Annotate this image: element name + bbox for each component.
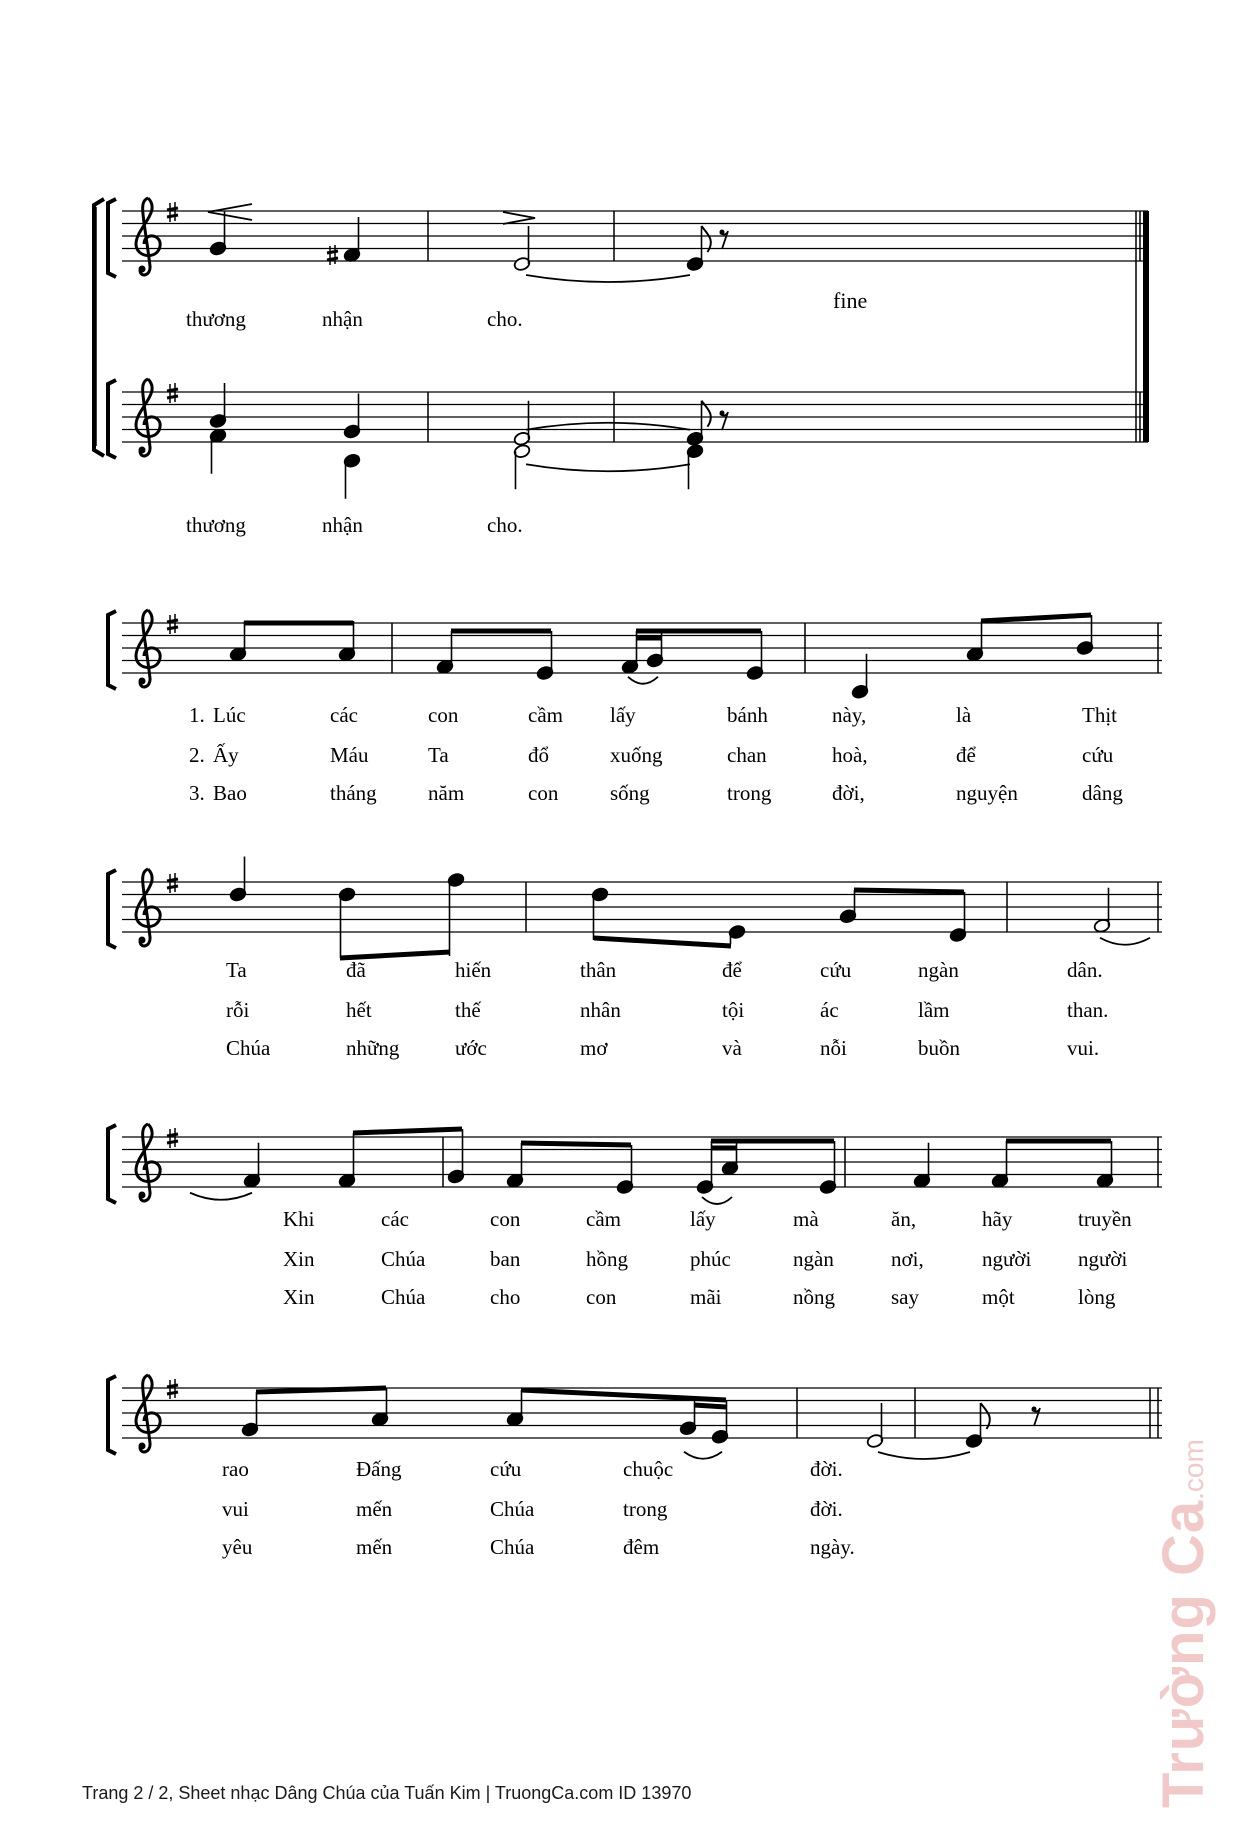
lyric-verse3-line1-2: các bbox=[381, 1207, 409, 1231]
site-watermark bbox=[1150, 1439, 1217, 1808]
tie-slur bbox=[628, 677, 658, 684]
lyric-verse1-line3-3: năm bbox=[428, 781, 465, 805]
lyric-verse2-line2-3: thế bbox=[455, 998, 481, 1022]
system-bracket bbox=[108, 1125, 116, 1203]
page-footer: Trang 2 / 2, Sheet nhạc Dâng Chúa của Tuấn Kim | TruongCa.com ID 13970 bbox=[82, 1783, 692, 1803]
lyric-verse3-line2-6: ngàn bbox=[793, 1247, 834, 1271]
lyric-verse1-line2-4: đổ bbox=[528, 743, 549, 767]
note bbox=[343, 453, 361, 499]
note bbox=[338, 621, 356, 662]
lyric-verse1-line2-3: Ta bbox=[428, 743, 449, 767]
lyric-verse3-line1-7: ăn, bbox=[891, 1207, 917, 1231]
lyric-verse2-line2-4: nhân bbox=[580, 998, 621, 1022]
tie-slur bbox=[878, 1452, 970, 1459]
lyric-verse2-line1-7: ngàn bbox=[918, 958, 959, 982]
lyric-verse3-line1-6: mà bbox=[793, 1207, 819, 1231]
note-beam bbox=[981, 615, 1091, 621]
staff bbox=[108, 869, 1162, 948]
lyric-verse2-line1-1: Ta bbox=[226, 958, 247, 982]
lyric-verse1-line1-9: Thịt bbox=[1082, 703, 1117, 727]
verse-block-4-words bbox=[222, 1457, 855, 1559]
note bbox=[209, 211, 227, 257]
lyric-s1-top-1: thương bbox=[186, 307, 246, 331]
note bbox=[728, 924, 746, 944]
verse-block-1 bbox=[189, 703, 205, 805]
lyric-verse1-line1-3: con bbox=[428, 703, 459, 727]
lyric-verse2-line1-5: để bbox=[722, 958, 742, 982]
lyric-verse2-line3-5: và bbox=[722, 1036, 742, 1060]
sharp-key-icon bbox=[167, 1128, 178, 1148]
note bbox=[343, 394, 361, 440]
note bbox=[229, 857, 247, 903]
lyric-verse3-line2-7: nơi, bbox=[891, 1247, 924, 1271]
lyric-verse1-line2-1: Ấy bbox=[213, 743, 239, 767]
lyric-verse1-line1-5: lấy bbox=[610, 703, 636, 727]
lyric-verse4-line2-5: đời. bbox=[810, 1497, 843, 1521]
note bbox=[949, 892, 967, 943]
lyric-verse3-line3-8: một bbox=[982, 1285, 1015, 1309]
note bbox=[338, 1133, 356, 1188]
lyric-verse1-line3-8: nguyện bbox=[956, 781, 1018, 805]
lyric-verse2-line2-2: hết bbox=[346, 998, 372, 1022]
lyric-verse2-line1-8: dân. bbox=[1067, 958, 1103, 982]
note-beam bbox=[854, 890, 964, 892]
lyric-verse4-line1-4: chuộc bbox=[623, 1457, 674, 1481]
system-bracket bbox=[108, 199, 116, 277]
lyric-verse1-line2-6: chan bbox=[727, 743, 767, 767]
lyric-verse4-line2-2: mến bbox=[356, 1497, 393, 1521]
lyric-verse3-line3-4: con bbox=[586, 1285, 617, 1309]
tie-slur bbox=[526, 275, 690, 282]
staff bbox=[108, 379, 1148, 458]
lyric-verse1-line1-6: bánh bbox=[727, 703, 768, 727]
watermark-suffix: .com bbox=[1178, 1439, 1209, 1500]
note-beam bbox=[521, 1143, 631, 1145]
note bbox=[229, 621, 247, 662]
verse-block-1-words bbox=[213, 703, 1123, 805]
lyric-verse3-line2-1: Xin bbox=[283, 1247, 315, 1271]
lyric-verse3-line2-9: người bbox=[1078, 1247, 1128, 1271]
sharp-key-icon bbox=[167, 873, 178, 893]
lyric-verse3-line2-4: hồng bbox=[586, 1247, 628, 1271]
verse-number-3: 3. bbox=[189, 781, 205, 805]
lyric-verse3-line3-9: lòng bbox=[1078, 1285, 1116, 1309]
fine-marking: fine bbox=[833, 288, 868, 313]
lyric-verse4-line1-5: đời. bbox=[810, 1457, 843, 1481]
lyric-verse1-line1-1: Lúc bbox=[213, 703, 246, 727]
note bbox=[447, 872, 465, 956]
lyric-verse4-line2-1: vui bbox=[222, 1497, 249, 1521]
lyric-verse2-line3-7: buồn bbox=[918, 1036, 960, 1060]
lyric-s1-bottom-1: thương bbox=[186, 513, 246, 537]
lyric-verse2-line2-8: than. bbox=[1067, 998, 1109, 1022]
lyric-verse2-line3-6: nỗi bbox=[820, 1036, 847, 1060]
lyric-verse3-line1-3: con bbox=[490, 1207, 521, 1231]
system-bracket bbox=[108, 380, 116, 458]
lyric-verse4-line3-3: Chúa bbox=[490, 1535, 535, 1559]
lyric-verse4-line3-4: đêm bbox=[623, 1535, 660, 1559]
note bbox=[966, 621, 984, 662]
lyric-verse3-line3-5: mãi bbox=[690, 1285, 722, 1309]
rest-dot bbox=[720, 230, 725, 235]
verse-number-1: 1. bbox=[189, 703, 205, 727]
tie-slur bbox=[684, 1452, 722, 1459]
sharp-key-icon bbox=[167, 202, 178, 222]
lyric-verse3-line1-9: truyền bbox=[1078, 1207, 1132, 1231]
lyric-verse3-line2-8: người bbox=[982, 1247, 1032, 1271]
lyric-verse2-line3-4: mơ bbox=[580, 1036, 608, 1060]
note bbox=[991, 1141, 1009, 1188]
lyric-verse1-line1-4: cầm bbox=[528, 703, 563, 727]
lyric-verse1-line1-8: là bbox=[956, 703, 972, 727]
lyric-verse1-line2-2: Máu bbox=[330, 743, 369, 767]
verse-block-2-words bbox=[226, 958, 1108, 1060]
note-beam bbox=[353, 1129, 462, 1133]
lyric-verse2-line2-1: rỗi bbox=[226, 998, 250, 1022]
lyric-verse4-line2-4: trong bbox=[623, 1497, 668, 1521]
grand-bracket bbox=[94, 199, 104, 456]
lyric-verse1-line3-1: Bao bbox=[213, 781, 247, 805]
lyric-verse2-line2-5: tội bbox=[722, 998, 745, 1022]
note-beam bbox=[594, 938, 731, 946]
sharp-key-icon bbox=[167, 614, 178, 634]
tie-slur bbox=[526, 423, 690, 430]
note bbox=[746, 631, 764, 681]
lyric-verse4-line1-1: rao bbox=[222, 1457, 249, 1481]
lyric-verse1-line2-9: cứu bbox=[1082, 743, 1114, 767]
note bbox=[1096, 1141, 1114, 1188]
lyric-verse2-line3-8: vui. bbox=[1067, 1036, 1100, 1060]
verse-block-3-words bbox=[283, 1207, 1132, 1309]
lyric-verse3-line3-3: cho bbox=[490, 1285, 521, 1309]
note bbox=[241, 1392, 259, 1437]
note bbox=[209, 383, 227, 429]
lyric-verse3-line1-1: Khi bbox=[283, 1207, 315, 1231]
lyric-s1-top-3: cho. bbox=[487, 307, 523, 331]
decrescendo-icon bbox=[503, 212, 535, 224]
staff bbox=[108, 1124, 1162, 1203]
note bbox=[686, 444, 704, 490]
lyric-verse3-line2-2: Chúa bbox=[381, 1247, 426, 1271]
note bbox=[209, 428, 227, 474]
lyric-s1-bottom-3: cho. bbox=[487, 513, 523, 537]
staff bbox=[108, 198, 1148, 277]
lyric-verse1-line2-7: hoà, bbox=[832, 743, 868, 767]
tie-slur bbox=[526, 464, 690, 471]
note bbox=[327, 217, 361, 265]
lyric-verse3-line3-6: nồng bbox=[793, 1285, 835, 1309]
lyric-verse3-line3-2: Chúa bbox=[381, 1285, 426, 1309]
lyric-verse1-line3-7: đời, bbox=[832, 781, 865, 805]
final-barline bbox=[1143, 211, 1149, 442]
lyric-verse1-line3-2: tháng bbox=[330, 781, 377, 805]
lyric-verse2-line2-6: ác bbox=[820, 998, 839, 1022]
tie-slur bbox=[702, 1197, 732, 1204]
lyric-verse4-line2-3: Chúa bbox=[490, 1497, 535, 1521]
lyric-s1-top-2: nhận bbox=[322, 307, 363, 331]
lyric-verse3-line1-4: cầm bbox=[586, 1207, 621, 1231]
note bbox=[513, 401, 531, 447]
lyric-s1-bottom-2: nhận bbox=[322, 513, 363, 537]
verse-number-2: 2. bbox=[189, 743, 205, 767]
note bbox=[436, 631, 454, 674]
lyric-verse2-line1-6: cứu bbox=[820, 958, 852, 982]
lyric-verse4-line3-1: yêu bbox=[222, 1535, 253, 1559]
lyric-verse4-line1-3: cứu bbox=[490, 1457, 522, 1481]
system-bracket bbox=[108, 1376, 116, 1454]
lyric-verse2-line1-4: thân bbox=[580, 958, 617, 982]
lyric-verse1-line1-7: này, bbox=[832, 703, 867, 727]
lyric-verse2-line1-2: đã bbox=[346, 958, 366, 982]
system-bracket bbox=[108, 870, 116, 948]
note bbox=[686, 401, 711, 447]
lyric-verse2-line3-1: Chúa bbox=[226, 1036, 271, 1060]
rest-dot bbox=[720, 411, 725, 416]
lyric-verse2-line3-3: ước bbox=[455, 1036, 487, 1060]
lyric-verse2-line2-7: lầm bbox=[918, 998, 950, 1022]
rest-dot bbox=[1032, 1407, 1037, 1412]
lyric-verse4-line3-5: ngày. bbox=[810, 1535, 855, 1559]
tie-slur bbox=[1100, 938, 1150, 945]
lyric-verse1-line3-5: sống bbox=[610, 781, 650, 805]
lyric-verse1-line2-5: xuống bbox=[610, 743, 663, 767]
note-beam bbox=[694, 1405, 726, 1407]
lyric-verse4-line1-2: Đấng bbox=[356, 1457, 402, 1481]
lyric-verse2-line3-2: những bbox=[346, 1036, 400, 1060]
tie-slur bbox=[190, 1193, 252, 1200]
note bbox=[338, 887, 356, 958]
sharp-key-icon bbox=[167, 1379, 178, 1399]
lyric-verse3-line3-7: say bbox=[891, 1285, 919, 1309]
lyric-verse3-line2-3: ban bbox=[490, 1247, 521, 1271]
lyric-verse1-line1-2: các bbox=[330, 703, 358, 727]
crescendo-icon bbox=[208, 204, 252, 220]
lyric-verse3-line1-8: hãy bbox=[982, 1207, 1013, 1231]
watermark-main: Trường Ca bbox=[1151, 1499, 1216, 1808]
lyric-verse3-line1-5: lấy bbox=[690, 1207, 716, 1231]
lyric-verse3-line3-1: Xin bbox=[283, 1285, 315, 1309]
note bbox=[506, 1390, 524, 1427]
lyric-verse1-line3-6: trong bbox=[727, 781, 772, 805]
sharp-key-icon bbox=[167, 383, 178, 403]
system-bracket bbox=[108, 611, 116, 689]
note bbox=[371, 1388, 389, 1427]
lyric-verse2-line1-3: hiến bbox=[455, 958, 492, 982]
lyric-verse1-line3-9: dâng bbox=[1082, 781, 1123, 805]
lyric-verse1-line3-4: con bbox=[528, 781, 559, 805]
lyric-verse4-line3-2: mến bbox=[356, 1535, 393, 1559]
staff bbox=[108, 1375, 1162, 1454]
note bbox=[513, 444, 531, 490]
note bbox=[616, 1145, 634, 1195]
note-beam bbox=[521, 1390, 726, 1400]
lyric-verse3-line2-5: phúc bbox=[690, 1247, 731, 1271]
lyric-verse1-line2-8: để bbox=[956, 743, 976, 767]
note bbox=[536, 631, 554, 681]
